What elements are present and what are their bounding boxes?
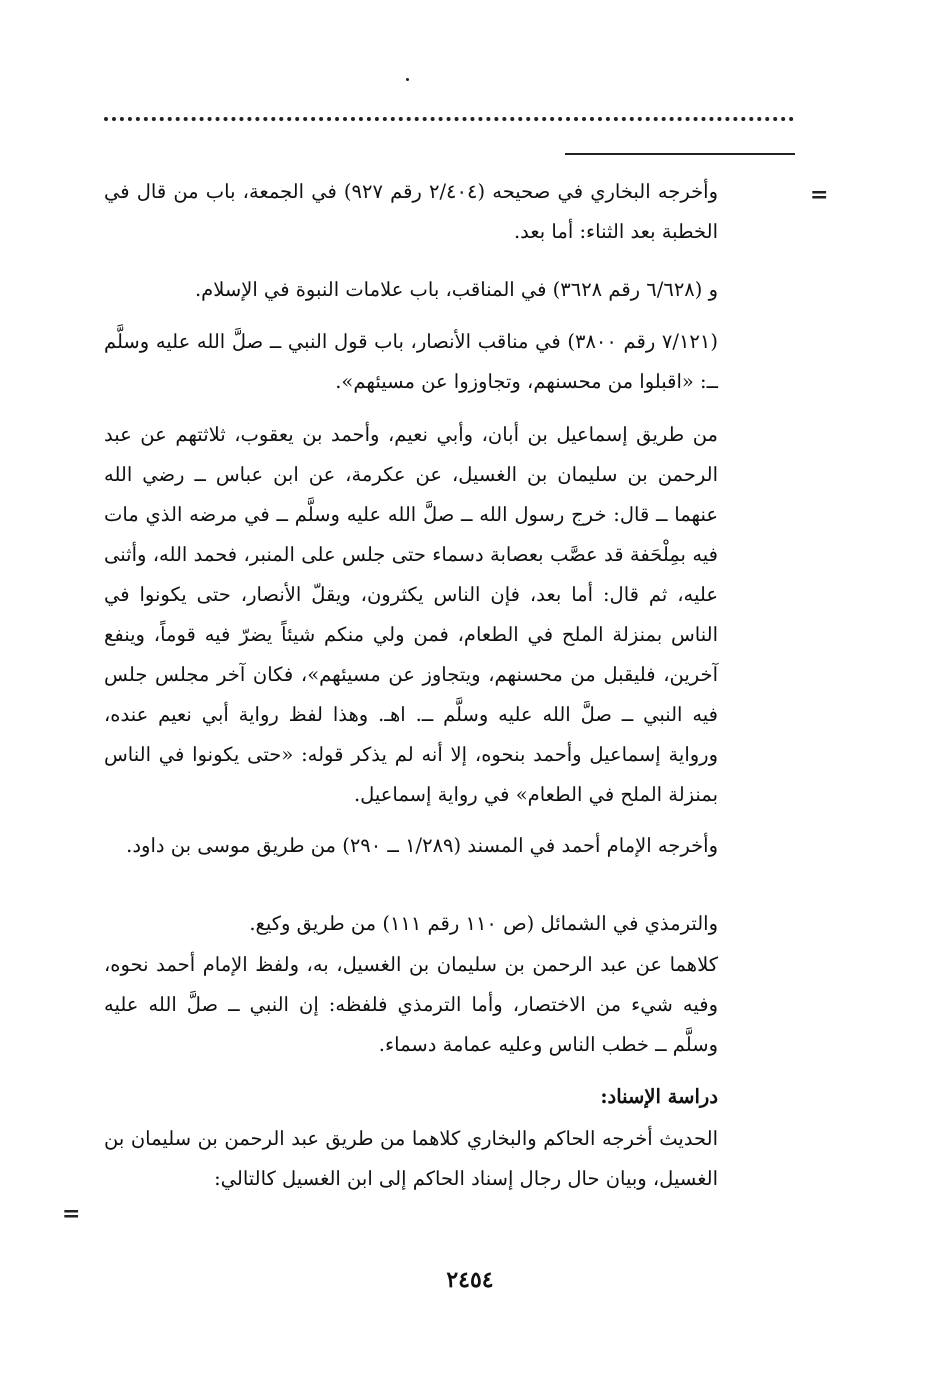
section-body (104, 1119, 718, 1199)
footnote-text: والترمذي في الشمائل (ص ١١٠ رقم ١١١) من طريق وكيع. (249, 912, 718, 935)
continuation-mark-bottom: = (62, 1201, 81, 1227)
section-heading: دراسة الإسناد: (600, 1085, 718, 1108)
footnote-text: و (٦/٦٢٨ رقم ٣٦٢٨) في المناقب، باب علامات النبوة في الإسلام. (194, 278, 718, 301)
page-number: ٢٤٥٤ (446, 1267, 494, 1293)
footnote-text: من طريق إسماعيل بن أبان، وأبي نعيم، وأحمد بن يعقوب، ثلاثتهم عن عبد الرحمن بن سليمان بن الغسيل، عن عكرمة، عن ابن عباس ــ رضي الله عنهما ــ قال: خرج رسول الله ــ صلَّ الله عليه وسلَّم ــ في مرضه الذي مات فيه بمِلْحَفة قد عصَّب بعصابة دسماء حتى جلس على المنبر، فحمد الله، وأثنى عليه، ثم قال: أما بعد، فإن الناس يكثرون، ويقلّ الأنصار، حتى يكونوا في الناس بمنزلة الملح في الطعام، فمن ولي منكم شيئاً يضرّ فيه قوماً، وينفع آخرين، فليقبل من محسنهم، ويتجاوز عن مسيئهم»، فكان آخر مجلس جلس فيه النبي ــ صلَّ الله عليه وسلَّم ــ. اهـ. وهذا لفظ رواية أبي نعيم عنده، ورواية إسماعيل وأحمد بنحوه، إلا أنه لم يذكر قوله: «حتى يكونوا في الناس بمنزلة الملح في الطعام» في رواية إسماعيل. (104, 423, 718, 806)
footnote-paragraph-5 (104, 826, 718, 866)
footnote-text: وأخرجه الإمام أحمد في المسند (١/٢٨٩ ــ ٢٩٠) من طريق موسى بن داود. (126, 834, 718, 857)
footnote-paragraph-7 (104, 945, 718, 1065)
footnote-text: كلاهما عن عبد الرحمن بن سليمان بن الغسيل، به، ولفظ الإمام أحمد نحوه، وفيه شيء من الاختصار، وأما الترمذي فلفظه: إن النبي ــ صلَّ الله عليه وسلَّم ــ خطب الناس وعليه عمامة دسماء. (104, 953, 718, 1056)
footnote-text: (٧/١٢١ رقم ٣٨٠٠) في مناقب الأنصار، باب قول النبي ــ صلَّ الله عليه وسلَّم ــ: «اقبلوا من محسنهم، وتجاوزوا عن مسيئهم». (104, 330, 718, 393)
footnote-paragraph-4 (104, 415, 718, 815)
dotted-separator (104, 117, 794, 121)
footnote-paragraph-3 (104, 322, 718, 402)
footnote-text: وأخرجه البخاري في صحيحه (٢/٤٠٤ رقم ٩٢٧) في الجمعة، باب من قال في الخطبة بعد الثناء: أما بعد. (104, 180, 718, 243)
section-body-text: الحديث أخرجه الحاكم والبخاري كلاهما من طريق عبد الرحمن بن سليمان بن الغسيل، وبيان حال رجال إسناد الحاكم إلى ابن الغسيل كالتالي: (104, 1127, 718, 1190)
footnote-paragraph-6 (104, 904, 718, 944)
stray-dot (406, 78, 409, 81)
footnote-paragraph-2 (104, 270, 718, 310)
footnote-paragraph-1 (104, 172, 718, 252)
continuation-mark-top: = (810, 182, 829, 208)
footnote-rule (565, 153, 795, 155)
